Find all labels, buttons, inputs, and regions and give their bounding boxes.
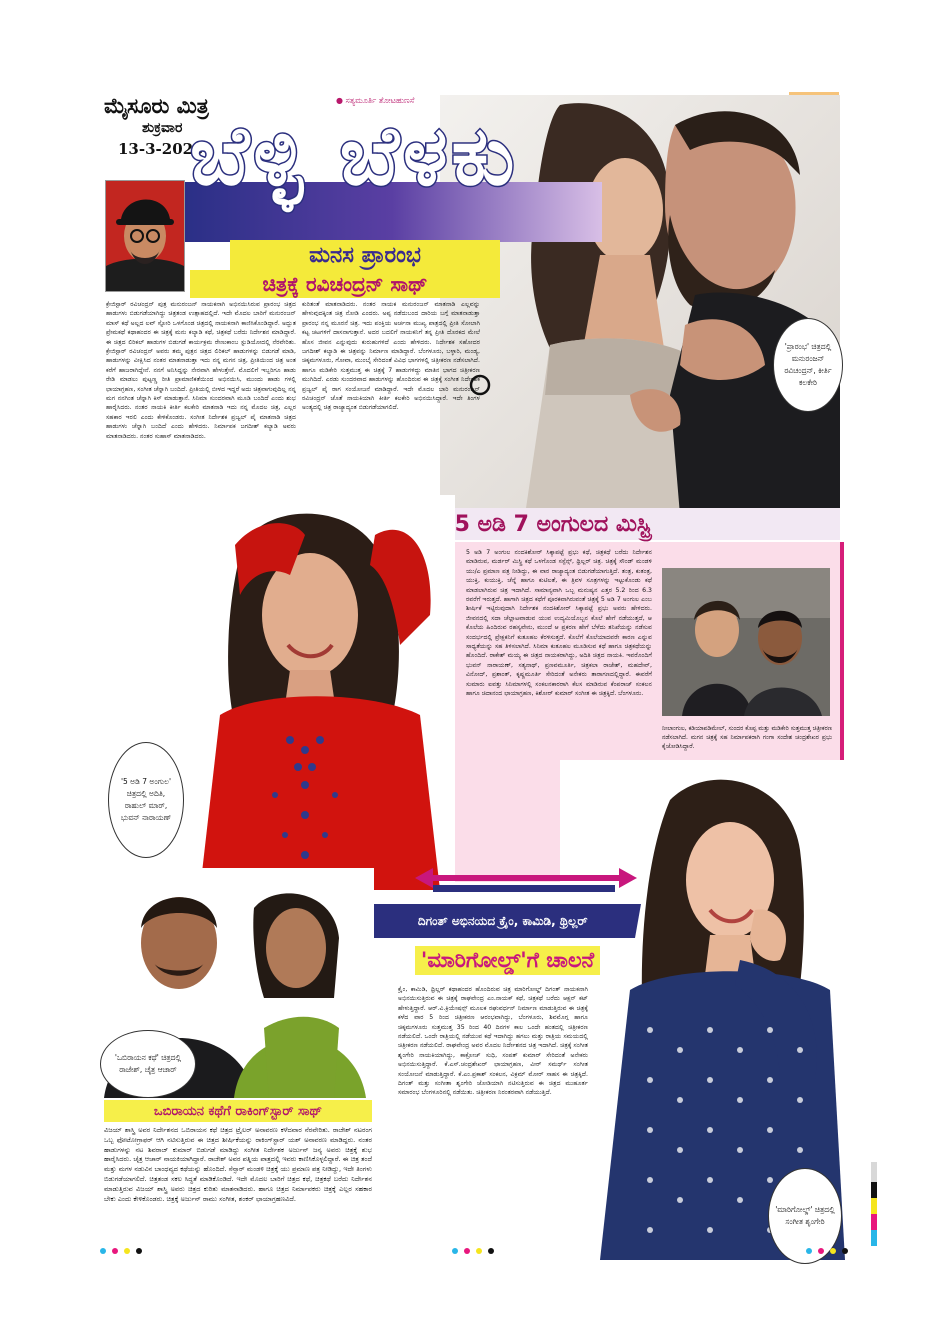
color-strip — [871, 1162, 877, 1262]
lead-headline-2: ಚಿತ್ರಕ್ಕೆ ರವಿಚಂದ್ರನ್ ಸಾಥ್ — [190, 270, 500, 298]
registration-mark — [818, 1248, 824, 1254]
ravichandran-photo — [105, 180, 185, 292]
five-feet-caption: '5 ಅಡಿ 7 ಅಂಗುಲ' ಚಿತ್ರದಲ್ಲಿ ಅದಿತಿ, ರಾಹುಲ್ ಮಾರ್, ಭುವನ್ ನಾರಾಯಣ್ — [108, 742, 184, 858]
marigold-headline-2: 'ಮಾರಿಗೋಲ್ಡ್'ಗೆ ಚಾಲನೆ — [370, 940, 645, 980]
registration-mark — [476, 1248, 482, 1254]
registration-mark — [464, 1248, 470, 1254]
author-credit: ● ಸತ್ಯಮೂರ್ತಿ ತೋಟಹುಣಸೆ — [336, 96, 415, 105]
five-feet-headline: 5 ಅಡಿ 7 ಅಂಗುಲದ ಮಿಸ್ಟ್ರಿ — [454, 511, 651, 537]
marigold-headline-1: ದಿಗಂತ್ ಅಭಿನಯದ ಕ್ರೈಂ, ಕಾಮಿಡಿ, ಥ್ರಿಲ್ಲರ್ — [365, 904, 641, 938]
registration-mark — [124, 1248, 130, 1254]
marigold-story-body: ಕ್ರೈಂ, ಕಾಮಿಡಿ, ಥ್ರಿಲ್ಲರ್ ಕಥಾಹಂದರ ಹೊಂದಿರುವ ಚಿತ್ರ ಮಾರಿಗೋಲ್ಡ್ ದಿಗಂತ್ ನಾಯಕನಾಗಿ ಅಭಿನಯಿಸುತ್ತಿರುವ ಈ ಚಿತ್ರಕ್ಕೆ ರಾಘವೇಂದ್ರ ಎಂ.ನಾಯಕ್ ಕಥೆ, ಚಿತ್ರಕಥೆ ಬರೆದು ಆಕ್ಷನ್ ಕಟ್ ಹೇಳುತ್ತಿದ್ದಾರೆ. ಆರ್.ವಿ.ಕ್ರಿಯೇಷನ್ಸ್ ಮೂಲಕ ರಘುವರ್ಧನ್ ನಿರ್ಮಾಣ ಮಾಡುತ್ತಿರುವ ಈ ಚಿತ್ರಕ್ಕೆ ಕಳೆದ ವಾರ 5 ರಿಂದ ಚಿತ್ರೀಕರಣ ಆರಂಭವಾಗಿದ್ದು, ಬೆಂಗಳೂರು, ಶಿವಮೊಗ್ಗ ಹಾಗೂ ಚಿಕ್ಕಮಗಳೂರು ಸುತ್ತಮುತ್ತ 35 ರಿಂದ 40 ದಿನಗಳ ಕಾಲ ಒಂದೇ ಹಂತದಲ್ಲಿ ಚಿತ್ರೀಕರಣ ನಡೆಯಲಿದೆ. ಒಂದೇ ರಾತ್ರಿಯಲ್ಲಿ ನಡೆಯುವ ಕಥೆ ಇದಾಗಿದ್ದು ಹಗಲು ಮತ್ತು ರಾತ್ರಿಯ ಸಮಯದಲ್ಲಿ ಚಿತ್ರೀಕರಣ ನಡೆಯಲಿದೆ. ರಾಘವೇಂದ್ರ ಅವರ ಮೊದಲ ನಿರ್ದೇಶನದ ಚಿತ್ರ ಇದಾಗಿದೆ. ಚಿತ್ರಕ್ಕೆ ಸಂಗೀತ ಶೃಂಗೇರಿ ನಾಯಕಿಯಾಗಿದ್ದು, ಕಾಕ್ರೋಚ್ ಸುಧಿ, ಸಂಪತ್ ಕುಮಾರ್ ಸೇರಿದಂತೆ ಅನೇಕರು ಅಭಿನಯಿಸುತ್ತಿದ್ದಾರೆ. ಕೆ.ಎಸ್.ಚಂದ್ರಶೇಖರ್ ಛಾಯಾಗ್ರಹಣ, ವೀರ್ ಸಮರ್ಥ್ ಸಂಗೀತ ಸಂಯೋಜನೆ ಮಾಡುತ್ತಿದ್ದಾರೆ. ಕೆ.ಎಂ.ಪ್ರಕಾಶ್ ಸಂಕಲನ, ವಿಕ್ರಮ್ ಮೋರ್ ಸಾಹಸ ಈ ಚಿತ್ರಕ್ಕಿದೆ. ದಿಗಂತ್ ಮತ್ತು ಸಂಗೀತಾ ಶೃಂಗೇರಿ ಜೋಡಿಯಾಗಿ ನಟಿಸುತ್ತಿರುವ ಈ ಚಿತ್ರದ ಮುಹೂರ್ತ ಸಮಾರಂಭ ಬೆಂಗಳೂರಿನಲ್ಲಿ ನಡೆಯಿತು. ಚಿತ್ರೀಕರಣ ನಿರಂತರವಾಗಿ ನಡೆಯುತ್ತಿದೆ. — [398, 986, 588, 1097]
divider-arrow — [415, 868, 637, 898]
registration-mark — [452, 1248, 458, 1254]
five-feet-story-body: 5 ಅಡಿ 7 ಅಂಗುಲ ನಂದಕಿಶೋರ್ ಸಿಕ್ಕಾಪಟ್ಟೆ ಪ್ರಭು ಕಥೆ, ಚಿತ್ರಕಥೆ ಬರೆದು ನಿರ್ದೇಶನ ಮಾಡಿರುವ, ಮರ್ಡರ್ ಮಿಸ್ಟ್ರಿ ಕಥೆ ಒಳಗೊಂಡ ಸಸ್ಪೆನ್ಸ್, ಥ್ರಿಲ್ಲರ್ ಚಿತ್ರ. ಚಿತ್ರಕ್ಕೆ ಸೌಂಡ್ ಮಂಡಳಿ ಯು/ಎ ಪ್ರಮಾಣ ಪತ್ರ ನೀಡಿದ್ದು, ಈ ವಾರ ರಾಜ್ಯಾದ್ಯಂತ ಬಿಡುಗಡೆಯಾಗುತ್ತಿದೆ. ತಂತ್ರ, ಕುತಂತ್ರ, ಯುಕ್ತಿ, ಕುಯುಕ್ತಿ, ಚೆನ್ನೆ ಹಾಗೂ ಕುಟಿಲತೆ, ಈ ತ್ರಿವಳ ಸೂತ್ರಗಳನ್ನು ಇಟ್ಟುಕೊಂಡು ಕಥೆ ಮಾಡಲಾಗಿರುವ ಚಿತ್ರ ಇದಾಗಿದೆ. ಸಾಮಾನ್ಯವಾಗಿ ಒಬ್ಬ ಮನುಷ್ಯನ ಎತ್ತರ 5.2 ರಿಂದ 6.3 ರವರೆಗೆ ಇರುತ್ತದೆ. ಹಾಗಾಗಿ ಚಿತ್ರದ ಕಥೆಗೆ ಪೂರಕವಾಗಿರುವಂತೆ ಚಿತ್ರಕ್ಕೆ 5 ಅಡಿ 7 ಅಂಗುಲ ಎಂಬ ಶೀರ್ಷಿಕೆ ಇಟ್ಟಿರುವುದಾಗಿ ನಿರ್ದೇಶಕ ನಂದಕಿಶೋರ್ ಸಿಕ್ಕಾಪಟ್ಟೆ ಪ್ರಭು ಅವರು ಹೇಳಿದರು. ಜೀವನದಲ್ಲಿ ಸದಾ ಚೆಲ್ಲಾಟವಾಡುವ ಯುವ ಉದ್ಯಮಿಯೊಬ್ಬನ ಕೊಲೆ ಹೇಗೆ ನಡೆಯುತ್ತದೆ, ಆ ಕೊಲೆಯ ಹಿಂದಿರುವ ರಹಸ್ಯವೇನು, ಮುಂದೆ ಆ ಪ್ರಕರಣ ಹೇಗೆ ಬೆಳೆದು ತನಿಖೆಯನ್ನು ನಡೆಸುವ ಸಂದರ್ಭದಲ್ಲಿ ಪ್ರೇಕ್ಷಕನಿಗೆ ಕುತೂಹಲ ಕೆರಳಿಸುತ್ತದೆ. ಕೊಲೆಗೆ ಕೊಲೆಯಾದವರೇ ಕಾರಣ ಎನ್ನುವ ಸಾಧ್ಯತೆಯನ್ನು ಸಹ ತಿಳಿಸಲಾಗಿದೆ. ಸಿನಿಮಾ ಕುತೂಹಲ ಮೂಡಿಸುವ ಕಥೆ ಹಾಗೂ ಚಿತ್ರಕಥೆಯನ್ನು ಹೊಂದಿದೆ. ರಾಕೇಶ್ ಮಯ್ಯ ಈ ಚಿತ್ರದ ನಾಯಕರಾಗಿದ್ದು, ಅದಿತಿ ಚಿತ್ರದ ನಾಯಕಿ. ಇವರೊಂದಿಗೆ ಭುವನ್ ನಾರಾಯಣ್, ಸತ್ಯನಾಥ್, ಪ್ರಣವಮೂರ್ತಿ, ಚಿತ್ರಕಲಾ ರಾಜೇಶ್, ಮಹದೇವ್, ವಿನೋದ್, ಪ್ರಶಾಂತ್, ಕೃಷ್ಣಮೂರ್ತಿ ಸೇರಿದಂತೆ ಅನೇಕರು ತಾರಾಗಣದಲ್ಲಿದ್ದಾರೆ. ಈವರೆಗೆ ಸುಮಾರು ಐವತ್ತು ಸಿನಿಮಾಗಳಲ್ಲಿ ಸಂಕಲನಕಾರರಾಗಿ ಕೆಲಸ ಮಾಡಿರುವ ಕೆಂಪರಾಜ್ ಸಂಕಲನ ಹಾಗೂ ಚಿದಾನಂದ ಛಾಯಾಗ್ರಹಣ, ಕಿಶೋರ್ ಕುಮಾರ್ ಸಂಗೀತ ಈ ಚಿತ್ರಕ್ಕಿದೆ. ಬೆಂಗಳೂರು. — [466, 549, 652, 698]
registration-mark — [488, 1248, 494, 1254]
five-feet-duo-photo — [662, 568, 830, 716]
issue-date: 13-3-2020 — [118, 140, 204, 158]
registration-mark — [842, 1248, 848, 1254]
prarambha-caption: 'ಪ್ರಾರಂಭ' ಚಿತ್ರದಲ್ಲಿ ಮನುರಂಜನ್ ರವಿಚಂದ್ರನ್, ಕೀರ್ತಿ ಕಲಕೇರಿ — [773, 318, 843, 412]
registration-mark — [136, 1248, 142, 1254]
lead-story-column-1: ಕ್ರೇಜಿಸ್ಟಾರ್ ರವಿಚಂದ್ರನ್ ಪುತ್ರ ಮನುರಂಜನ್ ನಾಯಕನಾಗಿ ಅಭಿನಯಿಸಿರುವ ಪ್ರಾರಂಭ ಚಿತ್ರದ ಹಾಡುಗಳು ಬಿಡುಗಡೆಯಾಗಿದ್ದು ಚಿತ್ರತಂಡ ಉತ್ಸಾಹದಲ್ಲಿದೆ. ಇದೇ ಮೊದಲ ಬಾರಿಗೆ ಮನುರಂಜನ್ ಮಾಸ್ ಕಥೆ ಅಲ್ಲದ ಲವ್ ಸ್ಟೋರಿ ಒಳಗೊಂಡ ಚಿತ್ರದಲ್ಲಿ ನಾಯಕನಾಗಿ ಕಾಣಿಸಿಕೊಂಡಿದ್ದಾರೆ. ಅದ್ಭುತ ಪ್ರೇಮಕಥೆ ಕಥಾಹಂದರ ಈ ಚಿತ್ರಕ್ಕೆ ಮನು ಕಲ್ಯಾಡಿ ಕಥೆ, ಚಿತ್ರಕಥೆ ಬರೆದು ನಿರ್ದೇಶನ ಮಾಡಿದ್ದಾರೆ. ಈ ಚಿತ್ರದ ಲಿರಿಕಲ್ ಹಾಡುಗಳ ಬಿಡುಗಡೆ ಕಾರ್ಯಕ್ರಮ ರೇಣುಕಾಂಬ ಸ್ಟುಡಿಯೋದಲ್ಲಿ ನೆರವೇರಿತು. ಕ್ರೇಜಿಸ್ಟಾರ್ ರವಿಚಂದ್ರನ್ ಅವರು ತಮ್ಮ ಪುತ್ರನ ಚಿತ್ರದ ಲಿರಿಕಲ್ ಹಾಡುಗಳನ್ನು ಬಿಡುಗಡೆ ಮಾಡಿ, ಹಾಡುಗಳನ್ನು ವೀಕ್ಷಿಸಿದ ನಂತರ ಮಾತನಾಡುತ್ತಾ ಇದು ನನ್ನ ಮಗನ ಚಿತ್ರ, ಪ್ರೀತಿಯಿಂದ ಚಿತ್ರ ಅಂತ ಕರೆಗೆ ಹಾಜರಾಗಿದ್ದೇನೆ. ನನಗೆ ಅನಿಸಿದ್ದನ್ನು ನೇರವಾಗಿ ಹೇಳುತ್ತೇನೆ. ಮೊದಲಿಗೆ ಇಬ್ಬರಿಗೂ ಹಾಡು ರೇಡಿ ಮಾಡಲು ಪುಟ್ಟಣ್ಣ ರೀತಿ ಪ್ರಾಮಾಣಿಕತೆಯಿಂದ ಅಭಿನಯಿಸಿ, ಮುಂದು ಹಾಡು ಗಳಲ್ಲಿ ಛಾಯಾಗ್ರಹಣ, ಸಂಗೀತ ಚೆನ್ನಾಗಿ ಬಂದಿದೆ. ಪ್ರೀತಿಯಲ್ಲಿ ಬೀಳದ ಇದ್ದರೆ ಅದು ಚಿತ್ರವಾಗುವುದಿಲ್ಲ ನನ್ನ ಮಗ ನನಗಿಂತ ಚೆನ್ನಾಗಿ ಕಿಸ್ ಮಾಡುತ್ತಾನೆ. ಸಿನಿಮಾ ಸುಂದರವಾಗಿ ಮೂಡಿ ಬಂದಿದೆ ಎಂದು ಶುಭ ಹಾರೈಸಿದರು. ನಂತರ ನಾಯಕಿ ಕೀರ್ತಿ ಕಲಕೇರಿ ಮಾತನಾಡಿ ಇದು ನನ್ನ ಮೊದಲ ಚಿತ್ರ, ಎಲ್ಲರ ಸಹಕಾರ ಇರಲಿ ಎಂದು ಕೇಳಿಕೊಂಡರು. ಸಂಗೀತ ನಿರ್ದೇಶಕ ಪ್ರಜ್ವಲ್ ಪೈ ಮಾತನಾಡಿ ಚಿತ್ರದ ಹಾಡುಗಳು ಚೆನ್ನಾಗಿ ಬಂದಿದೆ ಎಂದು ಹೇಳಿದರು. ನಿರ್ಮಾಪಕ ಜಗದೀಶ್ ಕಲ್ಯಾಡಿ ಅವರು ಮಾತನಾಡಿದರು. ನಂತರ ಸುಹಾಸ್ ಮಾತನಾಡಿದರು. — [106, 301, 296, 440]
section-title: ಬೆಳ್ಳಿ ಬೆಳಕು — [190, 109, 519, 204]
registration-mark — [830, 1248, 836, 1254]
registration-mark — [806, 1248, 812, 1254]
issue-day: ಶುಕ್ರವಾರ — [142, 120, 183, 136]
obiraya-caption: 'ಒಬಿರಾಯನ ಕಥೆ' ಚಿತ್ರದಲ್ಲಿ ರಾಜೇಶ್, ಚೈತ್ರ ಆಚಾರ್ — [100, 1030, 196, 1098]
lead-headline-1: ಮನಸ ಪ್ರಾರಂಭ — [230, 240, 500, 270]
paper-name: ಮೈಸೂರು ಮಿತ್ರ — [104, 94, 209, 118]
obiraya-story-body: ವಿಜಯ್ ಶಾಸ್ತ್ರಿ ಅವರ ನಿರ್ದೇಶನದ ಒಬಿರಾಯನ ಕಥೆ ಚಿತ್ರದ ಟ್ರೈಲರ್ ಅನಾವರಣ ಕಳೆದವಾರ ನೆರವೇರಿತು. ರಾಜೇಶ್ ನಟರಂಗ ಒಬ್ಬ ಫೋಟೋಗ್ರಾಫರ್ ಆಗಿ ನಟಿಸುತ್ತಿರುವ ಈ ಚಿತ್ರದ ಶೀರ್ಷಿಕೆಯನ್ನು ರಾಕಿಂಗ್‌ಸ್ಟಾರ್ ಯಶ್ ಅನಾವರಣ ಮಾಡಿದ್ದರು. ನಂತರ ಹಾಡುಗಳನ್ನು ನಟ ಶಿವರಾಜ್ ಕುಮಾರ್ ಬಿಡುಗಡೆ ಮಾಡಿದ್ದು ಸಂಗೀತ ನಿರ್ದೇಶಕ ಅರ್ಜುನ್ ಜನ್ಯ ಅವರು ಚಿತ್ರಕ್ಕೆ ಶುಭ ಹಾರೈಸಿದರು. ಚೈತ್ರ ಆಚಾರ್ ನಾಯಕಿಯಾಗಿದ್ದಾರೆ. ರಾಜೇಶ್ ಅವರ ಪತ್ನಿಯ ಪಾತ್ರದಲ್ಲಿ ಇವರು ಕಾಣಿಸಿಕೊಳ್ಳಲಿದ್ದಾರೆ. ಈ ಚಿತ್ರ ತಂದೆ ಮತ್ತು ಮಗಳ ನಡುವಿನ ಬಾಂಧವ್ಯದ ಕಥೆಯನ್ನು ಹೊಂದಿದೆ. ಸೆನ್ಸಾರ್ ಮಂಡಳಿ ಚಿತ್ರಕ್ಕೆ ಯು ಪ್ರಮಾಣ ಪತ್ರ ನೀಡಿದ್ದು, ಇದೇ ತಿಂಗಳು ಬಿಡುಗಡೆಯಾಗಲಿದೆ. ಚಿತ್ರತಂಡ ಸಕಲ ಸಿದ್ಧತೆ ಮಾಡಿಕೊಂಡಿದೆ. ಇದೇ ಮೊದಲ ಬಾರಿಗೆ ಚಿತ್ರದ ಕಥೆ, ಚಿತ್ರಕಥೆ ಬರೆದು ನಿರ್ದೇಶನ ಮಾಡುತ್ತಿರುವ ವಿಜಯ್ ಶಾಸ್ತ್ರಿ ಅವರು ಚಿತ್ರದ ಕುರಿತು ಮಾತನಾಡಿದರು. ಹಾಗೂ ಚಿತ್ರದ ನಿರ್ಮಾಪಕರು ಚಿತ್ರಕ್ಕೆ ಎಲ್ಲರ ಸಹಕಾರ ಬೇಕು ಎಂದು ಕೇಳಿಕೊಂಡರು. ಚಿತ್ರಕ್ಕೆ ಅರ್ಜುನ್ ರಾಮು ಸಂಗೀತ, ಶಂಕರ್ ಛಾಯಾಗ್ರಹಣವಿದೆ. — [104, 1126, 372, 1203]
registration-mark — [100, 1248, 106, 1254]
lead-story-column-2: ಕುರಿತಂತೆ ಮಾತನಾಡಿದರು. ನಂತರ ನಾಯಕ ಮನುರಂಜನ್ ಮಾತನಾಡಿ ಎಲ್ಲವನ್ನು ಹೇಳುವುದಕ್ಕಿಂತ ಚಿತ್ರ ನೋಡಿ ಎಂದರು. ಅಪ್ಪ ನಡೆದುಬಂದ ದಾರಿಯ ಬಗ್ಗೆ ಮಾತನಾಡುತ್ತಾ ಪ್ರಾರಂಭ ನನ್ನ ಮೂರನೆ ಚಿತ್ರ. ಇದು ಪಂಕ್ತಿಯ ಅರ್ಚನಾ ಮುಖ್ಯ ಪಾತ್ರದಲ್ಲಿ ಪ್ರೀತಿ ಸೋಲಾಗಿ ಕಟ್ಟ ಚಟಗಳಿಗೆ ದಾಸನಾಗುತ್ತಾನೆ. ಅದರ ಬದಲಿಗೆ ನಾಯಕನಿಗೆ ತನ್ನ ಪ್ರೀತಿ ದೊರಕದ ಮೇಲೆ ಹೊಸ ಜೀವನ ಎನ್ನುವುದು ಕುರುಹುಗಳಿದೆ ಎಂದು ಹೇಳಿದರು. ನಿರ್ದೇಶಕ ಸಹೋದರ ಜಗದೀಶ್ ಕಲ್ಯಾಡಿ ಈ ಚಿತ್ರವನ್ನು ನಿರ್ಮಾಣ ಮಾಡಿದ್ದಾರೆ. ಬೆಂಗಳೂರು, ಬಳ್ಳಾರಿ, ಮಂಡ್ಯ, ಚಿಕ್ಕಮಗಳೂರು, ಗೋವಾ, ಮುಂಬೈ ಸೇರಿದಂತೆ ವಿವಿಧ ಭಾಗಗಳಲ್ಲಿ ಚಿತ್ರೀಕರಣ ನಡೆಸಲಾಗಿದೆ. ಹಾಗೂ ಮಡಿಕೇರಿ ಸುತ್ತಮುತ್ತ ಈ ಚಿತ್ರಕ್ಕೆ 7 ಹಾಡುಗಳಿದ್ದು ಮಾತಿನ ಭಾಗದ ಚಿತ್ರೀಕರಣ ಮುಗಿದಿದೆ. ಎರಡು ಸುಂದರವಾದ ಹಾಡುಗಳನ್ನು ಹೊಂದಿರುವ ಈ ಚಿತ್ರಕ್ಕೆ ಸಂಗೀತ ನಿರ್ದೇಶಕ ಪ್ರಜ್ವಲ್ ಪೈ ರಾಗ ಸಂಯೋಜನೆ ಮಾಡಿದ್ದಾರೆ. ಇದೇ ಮೊದಲ ಬಾರಿ ಮನುರಂಜನ್ ರವಿಚಂದ್ರನ್ ಜೊತೆ ನಾಯಕಿಯಾಗಿ ಕೀರ್ತಿ ಕಲಕೇರಿ ಅಭಿನಯಿಸಿದ್ದಾರೆ. ಇದೇ ತಿಂಗಳ ಅಂತ್ಯದಲ್ಲಿ ಚಿತ್ರ ರಾಜ್ಯಾದ್ಯಂತ ಬಿಡುಗಡೆಯಾಗಲಿದೆ. — [302, 301, 480, 412]
marigold-caption: 'ಮಾರಿಗೋಲ್ಡ್' ಚಿತ್ರದಲ್ಲಿ ಸಂಗೀತ ಶೃಂಗೇರಿ — [768, 1168, 842, 1264]
five-feet-actress-photo — [180, 495, 455, 890]
registration-mark — [112, 1248, 118, 1254]
obiraya-headline: ಒಬಿರಾಯನ ಕಥೆಗೆ ರಾಕಿಂಗ್‌ಸ್ಟಾರ್ ಸಾಥ್ — [104, 1100, 372, 1122]
duo-photo-caption: ನೀಲಾಂಗುಲ, ಕಡಿಯಾಪಡಿಮೇಲ್, ಸುಂದರ ಕೊಪ್ಪ ಮತ್ತು ಮಡಿಕೇರಿ ಸುತ್ತಮುತ್ತ ಚಿತ್ರೀಕರಣ ನಡೆಸಲಾಗಿದೆ. ಮಗನ ಚಿತ್ರಕ್ಕೆ ಸಹ ನಿರ್ಮಾಪಕರಾಗಿ ಗಂಗಾ ಸಂದೇಶ ಚಂದ್ರಶೇಖರ ಪ್ರಭು ಕೈಜೋಡಿಸಿದ್ದಾರೆ. — [662, 725, 832, 750]
